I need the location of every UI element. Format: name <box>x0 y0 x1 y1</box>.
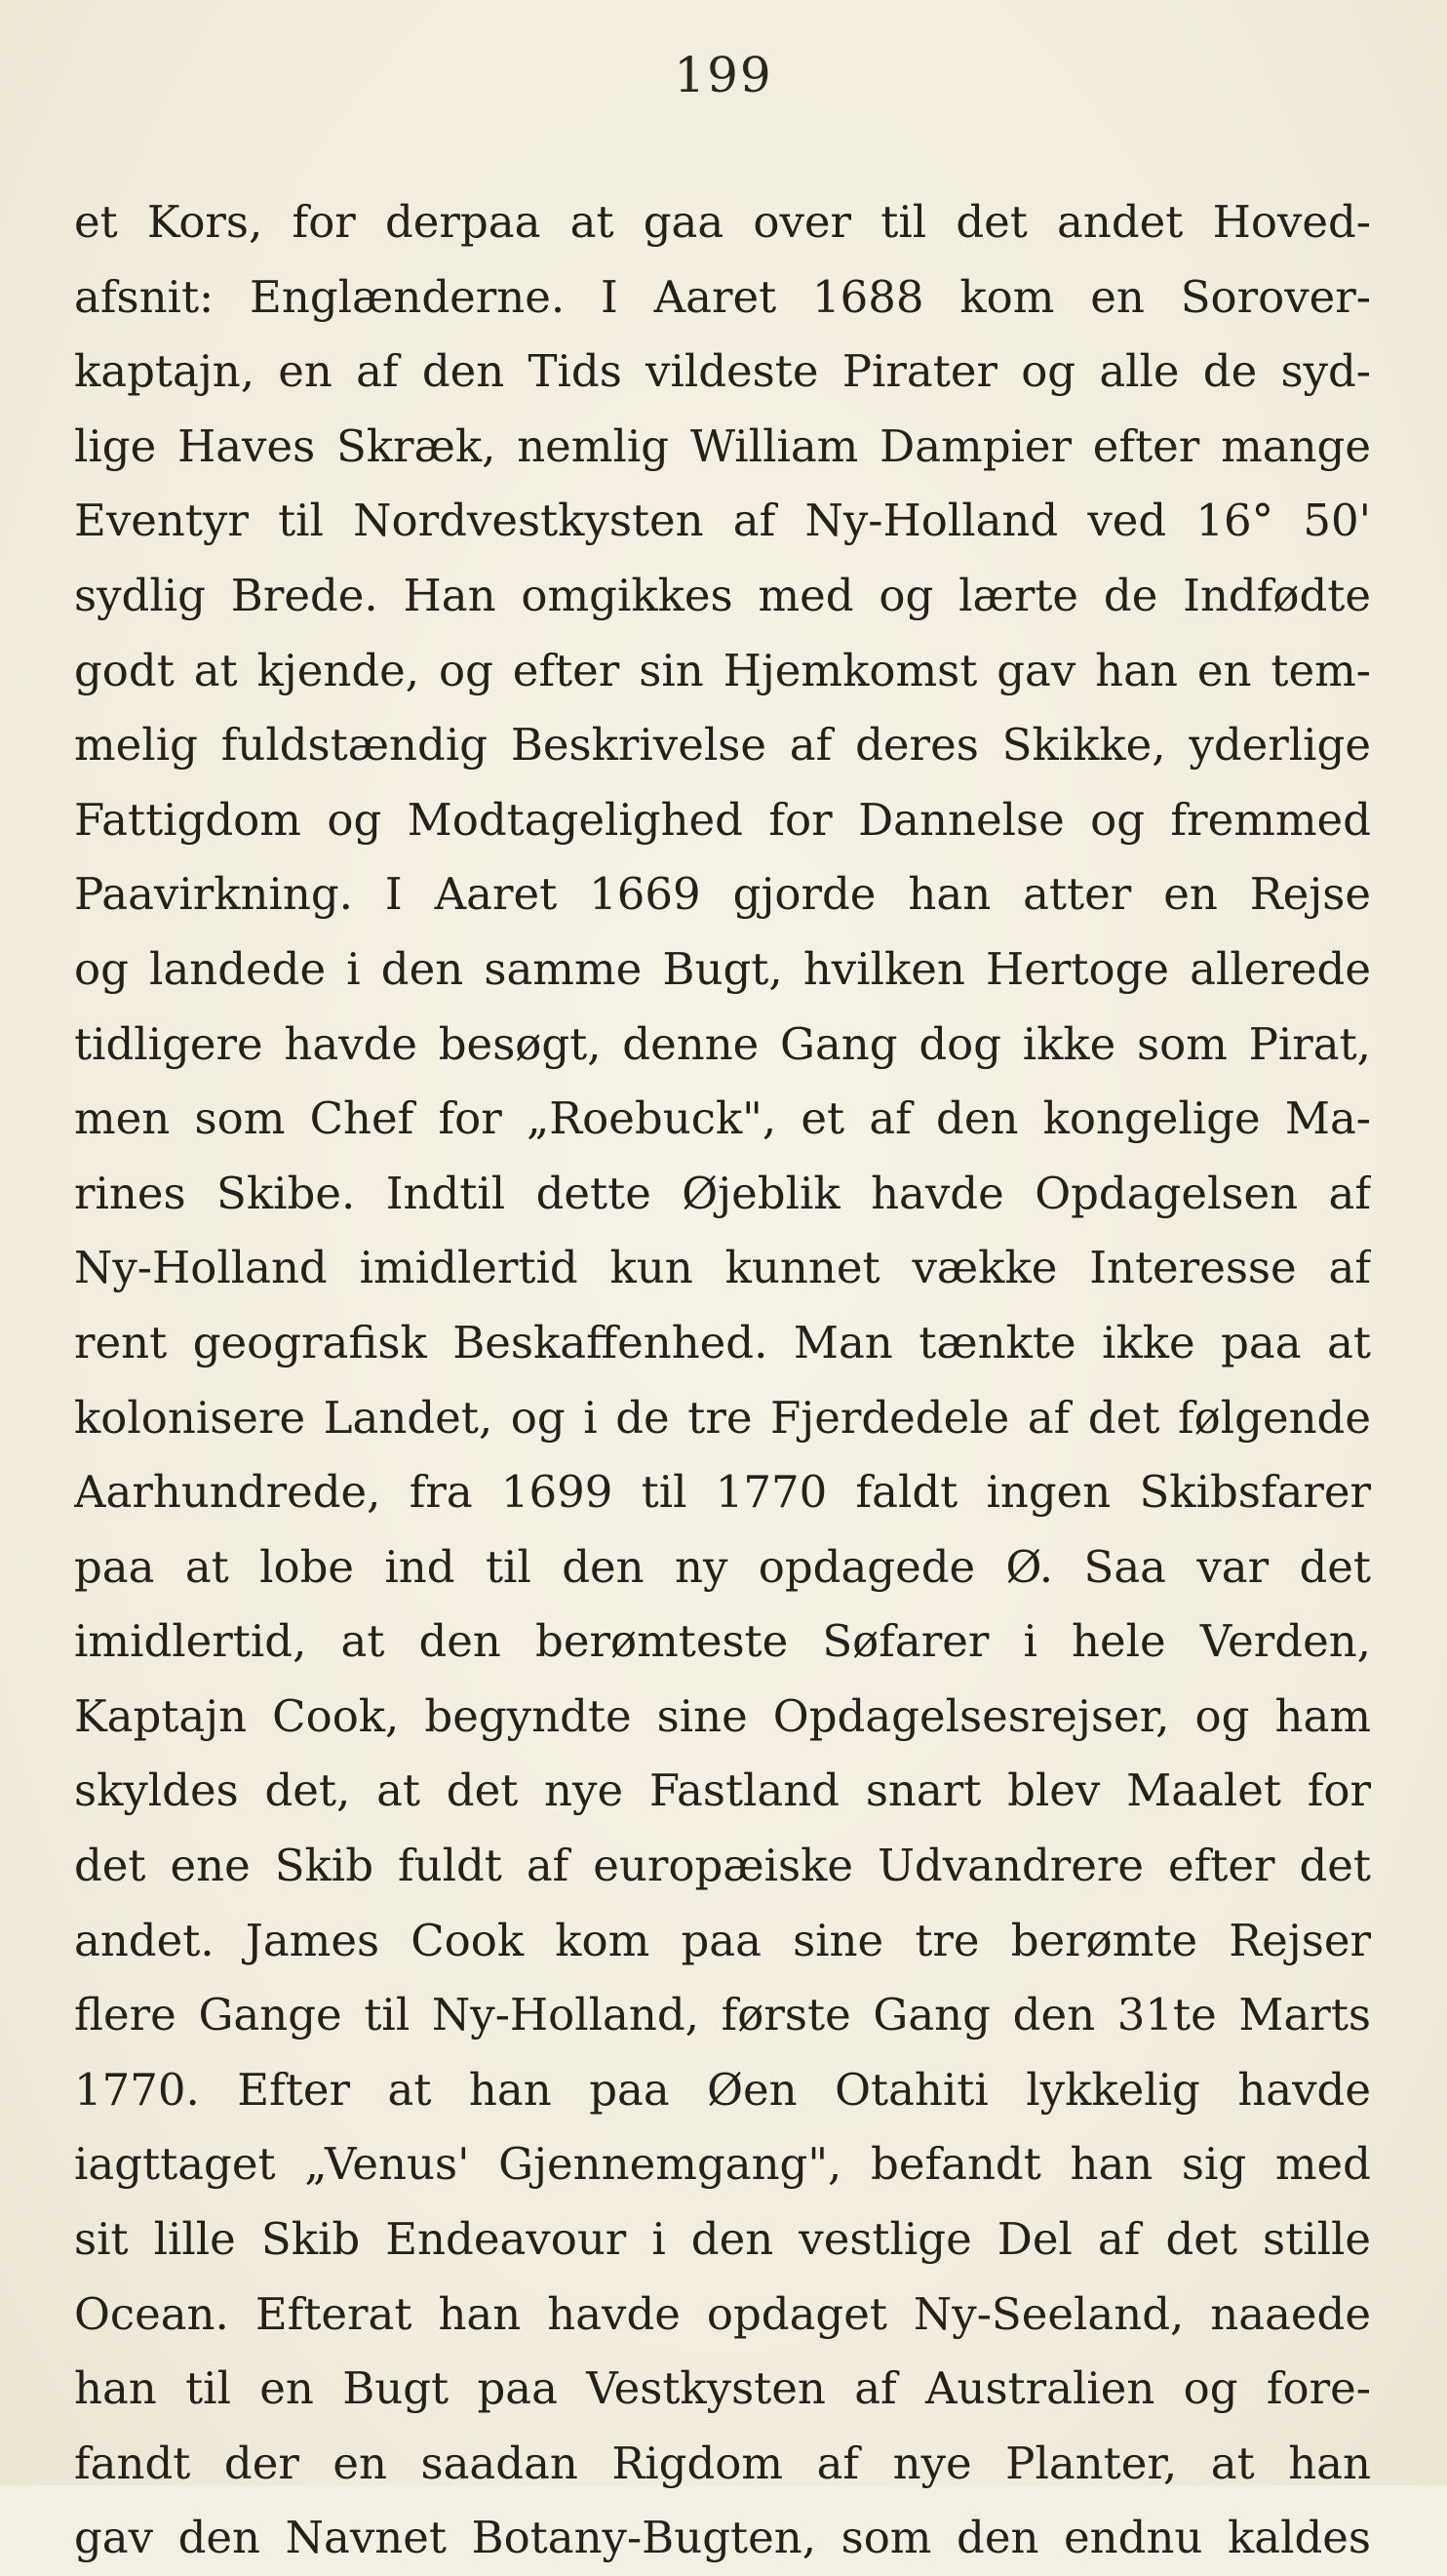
text-line: Ny-Holland imidlertid kun kunnet vække Interesse af <box>74 1242 1371 1294</box>
text-line: Fattigdom og Modtagelighed for Dannelse og fremmed <box>74 793 1371 846</box>
text-line: Eventyr til Nordvestkysten af Ny-Holland ved 16° 50' <box>74 495 1371 547</box>
text-line: afsnit: Englænderne. I Aaret 1688 kom en Sorover- <box>74 270 1371 323</box>
text-line: Aarhundrede, fra 1699 til 1770 faldt ingen Skibsfarer <box>74 1466 1371 1519</box>
text-line: 1770. Efter at han paa Øen Otahiti lykkelig havde <box>74 2063 1371 2116</box>
text-line: rent geografisk Beskaffenhed. Man tænkte ikke paa at <box>74 1316 1371 1368</box>
text-line: kaptajn, en af den Tids vildeste Pirater og alle de syd- <box>74 345 1371 398</box>
text-line: kolonisere Landet, og i de tre Fjerdedele af det følgende <box>74 1391 1371 1444</box>
text-line: imidlertid, at den berømteste Søfarer i hele Verden, <box>74 1615 1371 1668</box>
text-line: rines Skibe. Indtil dette Øjeblik havde Opdagelsen af <box>74 1167 1371 1219</box>
text-line: men som Chef for „Roebuck", et af den kongelige Ma- <box>74 1092 1371 1145</box>
text-line: fandt der en saadan Rigdom af nye Planter, at han <box>74 2437 1371 2489</box>
text-line: flere Gange til Ny-Holland, første Gang den 31te Marts <box>74 1989 1371 2041</box>
text-line: og landede i den samme Bugt, hvilken Hertoge allerede <box>74 942 1371 995</box>
text-line: lige Haves Skræk, nemlig William Dampier efter mange <box>74 419 1371 472</box>
text-line: gav den Navnet Botany-Bugten, som den endnu kaldes <box>74 2512 1371 2564</box>
text-line: andet. James Cook kom paa sine tre berømte Rejser <box>74 1914 1371 1966</box>
body-text <box>74 185 1371 2576</box>
text-line: han til en Bugt paa Vestkysten af Australien og fore- <box>74 2362 1371 2415</box>
text-line: tidligere havde besøgt, denne Gang dog ikke som Pirat, <box>74 1017 1371 1070</box>
text-line: Ocean. Efterat han havde opdaget Ny-Seeland, naaede <box>74 2287 1371 2340</box>
text-line: godt at kjende, og efter sin Hjemkomst gav han en tem- <box>74 644 1371 696</box>
text-line: Kaptajn Cook, begyndte sine Opdagelsesrejser, og ham <box>74 1689 1371 1742</box>
text-line: iagttaget „Venus' Gjennemgang", befandt han sig med <box>74 2138 1371 2191</box>
text-line: paa at lobe ind til den ny opdagede Ø. Saa var det <box>74 1540 1371 1593</box>
text-line: sit lille Skib Endeavour i den vestlige Del af det stille <box>74 2213 1371 2266</box>
text-line: et Kors, for derpaa at gaa over til det andet Hoved- <box>74 196 1371 248</box>
text-line: Paavirkning. I Aaret 1669 gjorde han atter en Rejse <box>74 868 1371 921</box>
text-line: skyldes det, at det nye Fastland snart blev Maalet for <box>74 1764 1371 1817</box>
text-line: det ene Skib fuldt af europæiske Udvandrere efter det <box>74 1840 1371 1892</box>
text-line: melig fuldstændig Beskrivelse af deres Skikke, yderlige <box>74 719 1371 772</box>
text-line: sydlig Brede. Han omgikkes med og lærte de Indfødte <box>74 569 1371 621</box>
page-number: 199 <box>674 47 773 103</box>
